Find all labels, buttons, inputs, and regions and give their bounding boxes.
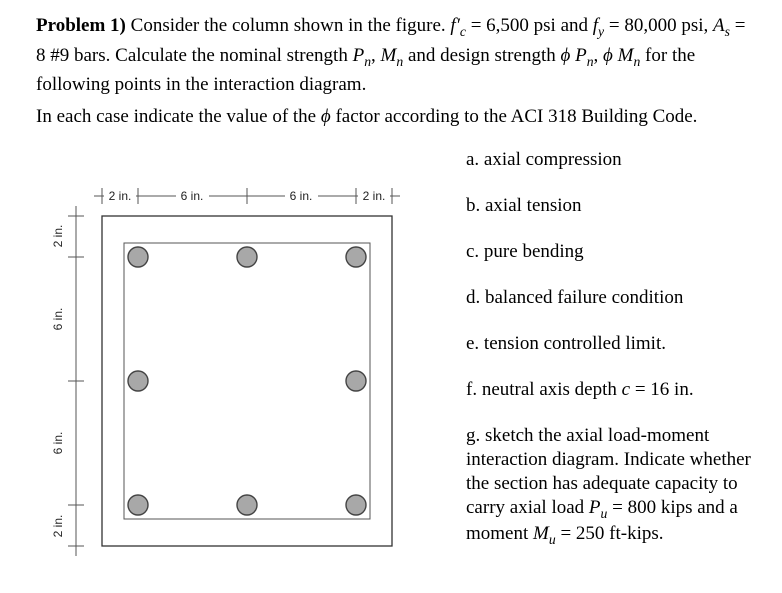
left-dim-label: 2 in. xyxy=(51,225,65,248)
left-dim-label: 6 in. xyxy=(51,432,65,455)
top-dimension-line xyxy=(94,188,400,204)
column-section-diagram xyxy=(36,160,456,560)
rebar-circle xyxy=(128,247,148,267)
rebar-circle xyxy=(346,495,366,515)
rebar-circle xyxy=(346,371,366,391)
rebar-circle xyxy=(237,247,257,267)
question-list xyxy=(466,148,754,570)
column-figure xyxy=(36,160,466,565)
question-f: f. neutral axis depth c = 16 in. xyxy=(466,379,694,401)
content-row xyxy=(36,138,754,570)
top-dim-label: 6 in. xyxy=(289,189,313,204)
top-dim-label: 2 in. xyxy=(362,189,386,204)
question-d: d. balanced failure condition xyxy=(466,287,684,309)
top-dim-label: 2 in. xyxy=(108,189,132,204)
problem-statement: Problem 1) Consider the column shown in the figure. $f'_c = 6,500$ psi and $f_y = 80,000$ psi, $A_s = 8$ #9 bars. Calculate the nominal strength $P_n$, $M_n$ and design strength ϕ $P_n$, ϕ $M_n$ for the following points in the interaction diagram. xyxy=(36,15,746,96)
left-dimension-line xyxy=(51,206,84,556)
top-dim-label: 6 in. xyxy=(180,189,204,204)
question-e: e. tension controlled limit. xyxy=(466,333,666,355)
rebar-circle xyxy=(128,495,148,515)
left-dim-label: 2 in. xyxy=(51,515,65,538)
question-b: b. axial tension xyxy=(466,195,582,217)
problem-note: In each case indicate the value of the ϕ factor according to the ACI 318 Building Code. xyxy=(36,105,698,127)
rebar-circle xyxy=(237,495,257,515)
question-g: g. sketch the axial load-moment interaction diagram. Indicate whether the section has adequate capacity to carry axial load $P_u = 800$ kips and a moment $M_u = 250$ ft-kips. xyxy=(466,425,751,547)
left-dim-label: 6 in. xyxy=(51,308,65,331)
rebar-circle xyxy=(128,371,148,391)
problem-text-block xyxy=(36,12,754,130)
rebar-circle xyxy=(346,247,366,267)
question-a: a. axial compression xyxy=(466,149,622,171)
question-c: c. pure bending xyxy=(466,241,584,263)
